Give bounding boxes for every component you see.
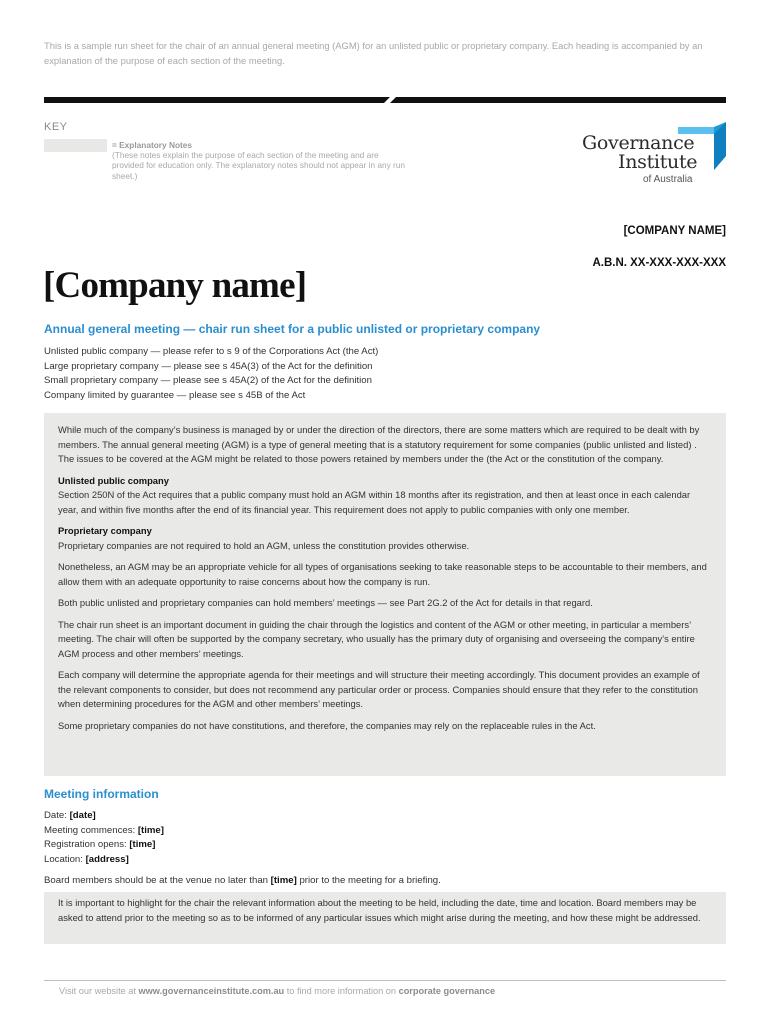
- corporate-governance-link[interactable]: corporate governance: [398, 986, 496, 996]
- section-heading-proprietary: Proprietary company: [58, 525, 152, 536]
- key-notes-text: (These notes explain the purpose of each section of the meeting and are provided for education only. The explanatory notes should not appear in any run sheet.): [112, 150, 406, 181]
- footer-pre: Visit our website at: [59, 986, 139, 996]
- key-notes-title: = Explanatory Notes: [112, 140, 192, 150]
- logo-line-3: of Australia: [643, 174, 693, 185]
- company-type-item: Large proprietary company — please see s 45A(3) of the Act for the definition: [44, 360, 373, 372]
- meeting-explanatory-box: [44, 892, 726, 944]
- board-note-pre: Board members should be at the venue no later than: [44, 875, 271, 886]
- footer-mid: to find more information on: [284, 986, 399, 996]
- meeting-information-fields: [44, 809, 164, 867]
- explanatory-paragraph: While much of the company’s business is managed by or under the direction of the directors, there are some matters which are required to be dealt with by members. The annual general meeting (AGM) is a type of general meeting that is a statutory requirement for some companies (public unlisted and listed) . The issues to be covered at the AGM might be related to those powers retained by members under the (the Act or the constitution of the company.: [58, 424, 700, 464]
- meeting-information-heading: Meeting information: [44, 787, 159, 801]
- header-rule: [44, 97, 726, 103]
- document-title: [Company name]: [43, 265, 307, 306]
- logo-line-2: Institute: [618, 151, 698, 173]
- document-subtitle: Annual general meeting — chair run sheet for a public unlisted or proprietary company: [44, 322, 541, 336]
- location-field: [44, 853, 164, 868]
- company-type-item: Company limited by guarantee — please see s 45B of the Act: [44, 389, 306, 401]
- explanatory-paragraph: The chair run sheet is an important document in guiding the chair through the logistics and content of the AGM or other meeting, in particular a members’ meeting. The chair will often be supported by the company secretary, who usually has the primary duty of organising and overseeing the company’s entire AGM process and other members’ meetings.: [58, 618, 695, 659]
- footer-divider: [44, 980, 726, 981]
- explanatory-paragraph: Section 250N of the Act requires that a public company must hold an AGM within 18 months after its registration, and then at least once in each calendar year, and within five months after the end of its financial year. This requirement does not apply to public companies with only one member.: [58, 489, 691, 515]
- commences-label: Meeting commences:: [44, 824, 138, 836]
- key-swatch: [44, 139, 107, 152]
- company-type-item: Unlisted public company — please refer to s 9 of the Corporations Act (the Act): [44, 346, 379, 357]
- abn-number: A.B.N. XX-XXX-XXX-XXX: [592, 257, 726, 269]
- registration-field: [44, 838, 164, 853]
- location-label: Location:: [44, 853, 86, 865]
- registration-label: Registration opens:: [44, 839, 130, 850]
- key-label: KEY: [44, 121, 68, 133]
- intro-text: This is a sample run sheet for the chair of an annual general meeting (AGM) for an unlisted public or proprietary company. Each heading is accompanied by an explanation of the purpose of each section of the meeting.: [44, 40, 703, 66]
- section-heading-unlisted: Unlisted public company: [58, 474, 169, 486]
- company-type-item: Small proprietary company — please see s 45A(2) of the Act for the definition: [44, 375, 372, 386]
- commences-value: [time]: [137, 824, 164, 836]
- location-value: [address]: [85, 853, 129, 865]
- company-types-list: [44, 345, 378, 403]
- footer-text: [59, 986, 495, 996]
- date-value: [date]: [69, 810, 96, 821]
- explanatory-paragraph: Some proprietary companies do not have constitutions, and therefore, the companies may rely on the replaceable rules in the Act.: [58, 719, 596, 731]
- explanatory-note-box: [44, 413, 726, 776]
- board-arrival-note: [44, 875, 441, 886]
- explanatory-paragraph: Nonetheless, an AGM may be an appropriate vehicle for all types of organisations seeking to take reasonable steps to be accountable to their members, and allow them with an adequate opportunity to raise concerns about how the company is run.: [58, 561, 707, 587]
- date-field: [44, 809, 164, 824]
- explanatory-paragraph: Both public unlisted and proprietary companies can hold members’ meetings — see Part 2G.2 of the Act for details in that regard.: [58, 597, 593, 608]
- key-notes: [112, 140, 412, 181]
- board-note-post: prior to the meeting for a briefing.: [296, 875, 441, 886]
- company-name-placeholder: [COMPANY NAME]: [623, 225, 726, 237]
- commences-field: [44, 824, 164, 839]
- date-label: Date:: [44, 810, 70, 821]
- governance-institute-logo: [580, 122, 728, 186]
- board-time: [time]: [270, 875, 297, 886]
- logo-line-1: Governance: [582, 132, 695, 154]
- registration-value: [time]: [129, 839, 156, 850]
- meeting-explanatory-text: It is important to highlight for the chair the relevant information about the meeting to be held, including the date, time and location. Board members may be asked to attend prior to the meeting so as to be informed of any particular issues which might arise during the meeting, and how these might be addressed.: [58, 897, 701, 923]
- explanatory-paragraph: Proprietary companies are not required to hold an AGM, unless the constitution provides otherwise.: [58, 539, 470, 551]
- explanatory-paragraph: Each company will determine the appropriate agenda for their meetings and will structure their meeting accordingly. This document provides an example of the relevant components to consider, but does not recommend any particular order or process. Companies should ensure that they refer to the constitution when determining procedures for the AGM and other members’ meetings.: [58, 669, 700, 709]
- website-link[interactable]: www.governanceinstitute.com.au: [138, 986, 285, 996]
